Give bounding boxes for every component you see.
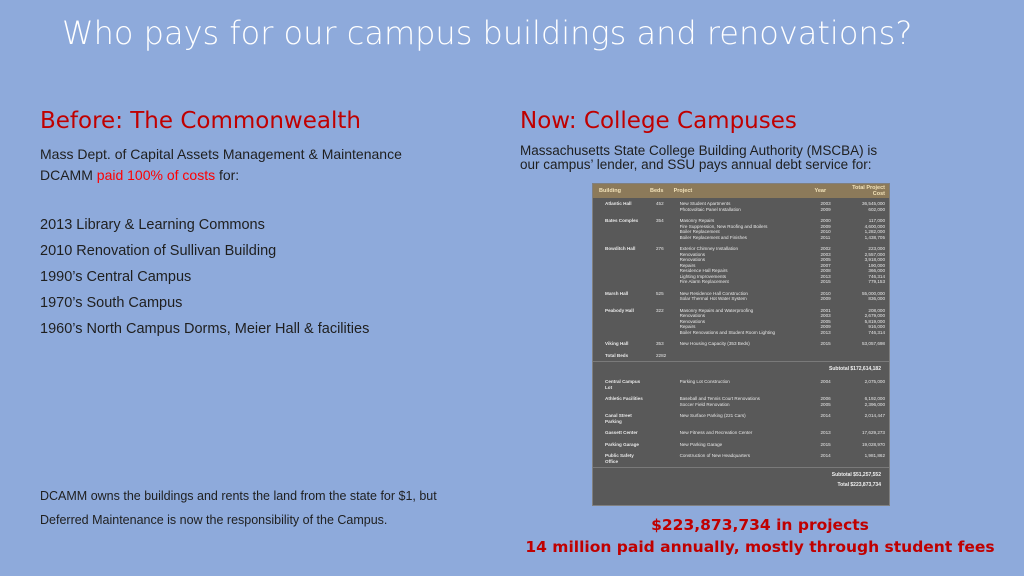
year-cell: 2000 2009 2010 2011 <box>820 218 831 240</box>
table-body-other <box>593 376 889 467</box>
footnote <box>40 484 510 532</box>
list-item: 2010 Renovation of Sullivan Building <box>40 243 277 259</box>
project-cell: New Parking Garage <box>679 441 723 447</box>
right-intro-line2: our campus’ lender, and SSU pays annual debt service for: <box>520 157 872 172</box>
cost-cell: 117,000 4,600,000 1,282,000 1,438,705 <box>864 218 885 240</box>
header-cost: Total Project Cost <box>852 185 885 197</box>
project-cell <box>668 353 809 359</box>
cost-cell: 53,057,698 <box>862 341 885 346</box>
table-row <box>593 338 889 350</box>
building-cell: Canal Street Parking <box>605 413 632 424</box>
table-row <box>593 427 889 439</box>
cost-cell: 2,014,447 <box>864 413 885 418</box>
year-cell: 2003 2009 <box>820 201 831 212</box>
year-cell: 2014 <box>820 453 831 458</box>
table-row <box>593 350 889 362</box>
header-building: Building <box>599 188 621 194</box>
footnote-line2: Deferred Maintenance is now the responsibility of the Campus. <box>40 513 388 527</box>
project-cell: Masonry Repairs and Waterproofing Renovations Renovations Repairs Boiler Renovations and Student Room Lighting <box>679 307 776 335</box>
beds-cell: 276 <box>655 246 664 251</box>
beds-cell <box>644 453 668 464</box>
project-cell: Construction of New Headquarters <box>679 453 751 458</box>
right-heading: Now: College Campuses <box>520 108 797 134</box>
left-intro-line2 <box>40 165 500 186</box>
project-cell: New Residence Hall Construction Solar Thermal Hot Water System <box>679 290 748 301</box>
project-cell: Baseball and Tennis Court Renovations Soccer Field Renovation <box>679 396 760 407</box>
beds-cell: 525 <box>655 290 664 296</box>
table-row <box>593 439 889 451</box>
right-column <box>520 108 1000 172</box>
cost-cell: 1,981,862 <box>864 453 885 458</box>
header-project: Project <box>673 188 693 194</box>
year-cell: 2002 2003 2005 2007 2008 2013 2015 <box>820 246 831 284</box>
beds-cell: 354 <box>655 218 664 223</box>
beds-cell: 2282 <box>655 352 667 358</box>
table-row <box>593 243 889 288</box>
table-row <box>593 288 889 305</box>
list-item: 1960’s North Campus Dorms, Meier Hall & facilities <box>40 321 370 337</box>
left-heading: Before: The Commonwealth <box>40 108 361 134</box>
project-cell: Masonry Repairs Fire Suppression, New Roofing and Boilers Boiler Replacement Boiler Replacement and Finishes <box>679 218 768 240</box>
callout-projects: $223,873,734 in projects <box>651 516 869 534</box>
callout-annual: 14 million paid annually, mostly through student fees <box>525 538 995 556</box>
table-row <box>593 215 889 243</box>
cost-cell: 17,629,273 <box>862 430 885 435</box>
left-column <box>40 108 500 342</box>
subtotal-housing: Subtotal $172,614,182 <box>593 361 889 376</box>
building-cell: Total Beds <box>605 352 629 358</box>
building-cell: Atlantic Hall <box>605 201 632 206</box>
left-intro-line1: Mass Dept. of Capital Assets Management & Maintenance <box>40 146 402 162</box>
mscba-project-table <box>592 183 890 506</box>
year-cell: 2015 <box>820 341 831 346</box>
subtotal-other: Subtotal $51,257,552 <box>593 467 889 482</box>
slide-title: Who pays for our campus buildings and renovations? <box>62 14 913 52</box>
cost-cell: 36,545,000 602,000 <box>862 201 885 212</box>
year-cell: 2004 <box>820 379 831 384</box>
table-row <box>593 410 889 427</box>
table-row <box>593 393 889 410</box>
cost-cell: 19,028,970 <box>862 441 885 447</box>
summary-callout <box>520 514 1000 558</box>
year-cell: 2014 <box>820 413 831 418</box>
year-cell: 2010 2009 <box>820 290 831 301</box>
project-cell: New Surface Parking (221 Cars) <box>679 413 746 418</box>
project-cell: New Fitness and Recreation Center <box>679 430 753 435</box>
cost-cell <box>842 353 889 359</box>
beds-cell <box>644 379 668 390</box>
table-row <box>593 450 889 467</box>
project-cell: Parking Lot Construction <box>679 379 730 384</box>
line2-prefix: DCAMM <box>40 167 97 183</box>
project-cell: New Housing Capacity (353 Beds) <box>679 341 750 346</box>
year-cell: 2013 <box>820 430 831 435</box>
beds-cell: 322 <box>655 307 664 313</box>
project-cell: Exterior Chimney Installation Renovations Renovations Repairs Residence Hall Repairs Lighting Improvements Fire Alarm Replacement <box>679 246 739 284</box>
list-item: 1970’s South Campus <box>40 295 183 311</box>
table-row <box>593 305 889 339</box>
building-cell: Athletic Facilities <box>605 396 643 401</box>
table-body-housing <box>593 198 889 361</box>
cost-cell: 208,000 2,679,000 5,819,000 916,000 746,314 <box>864 307 885 335</box>
year-cell: 2006 2005 <box>820 396 831 407</box>
beds-cell: 353 <box>655 341 664 346</box>
header-beds: Beds <box>649 188 664 194</box>
table-header <box>593 184 889 198</box>
list-item: 2013 Library & Learning Commons <box>40 217 265 233</box>
building-cell: Parking Garage <box>605 441 639 447</box>
building-cell: Bowditch Hall <box>605 246 636 251</box>
dcamm-project-list <box>40 212 500 342</box>
building-cell: Peabody Hall <box>605 307 634 313</box>
beds-cell <box>644 413 668 424</box>
beds-cell <box>644 396 668 407</box>
building-cell: Marsh Hall <box>605 290 629 296</box>
table-total: Total $223,873,734 <box>837 482 881 488</box>
table-row <box>593 198 889 215</box>
building-cell: Viking Hall <box>605 341 629 346</box>
right-intro <box>520 144 1000 172</box>
cost-cell: 55,000,000 836,000 <box>862 290 885 301</box>
right-intro-line1: Massachusetts State College Building Authority (MSCBA) is <box>520 143 878 158</box>
beds-cell: 452 <box>655 201 664 206</box>
paid-highlight: paid 100% of costs <box>96 167 216 183</box>
cost-cell: 223,000 2,557,000 3,918,000 190,000 366,000 746,314 779,153 <box>864 246 885 284</box>
list-item: 1990’s Central Campus <box>40 269 192 285</box>
beds-cell <box>644 442 668 448</box>
footnote-line1: DCAMM owns the buildings and rents the land from the state for $1, but <box>40 489 437 503</box>
line2-suffix: for: <box>215 167 240 183</box>
year-cell <box>808 353 841 359</box>
building-cell: Public Safety Office <box>605 453 634 464</box>
left-intro <box>40 144 500 186</box>
cost-cell: 2,075,000 <box>864 379 885 384</box>
building-cell: Central Campus Lot <box>605 379 641 390</box>
project-cell: New Student Apartments Photovoltaic Panel Installation <box>679 201 741 212</box>
year-cell: 2015 <box>820 441 831 447</box>
building-cell: Bates Complex <box>605 218 639 223</box>
cost-cell: 6,192,000 2,396,000 <box>864 396 885 407</box>
year-cell: 2001 2003 2005 2009 2013 <box>820 307 831 335</box>
table-row <box>593 376 889 393</box>
beds-cell <box>644 430 668 436</box>
header-year: Year <box>814 188 827 194</box>
building-cell: Gassett Center <box>605 430 638 435</box>
